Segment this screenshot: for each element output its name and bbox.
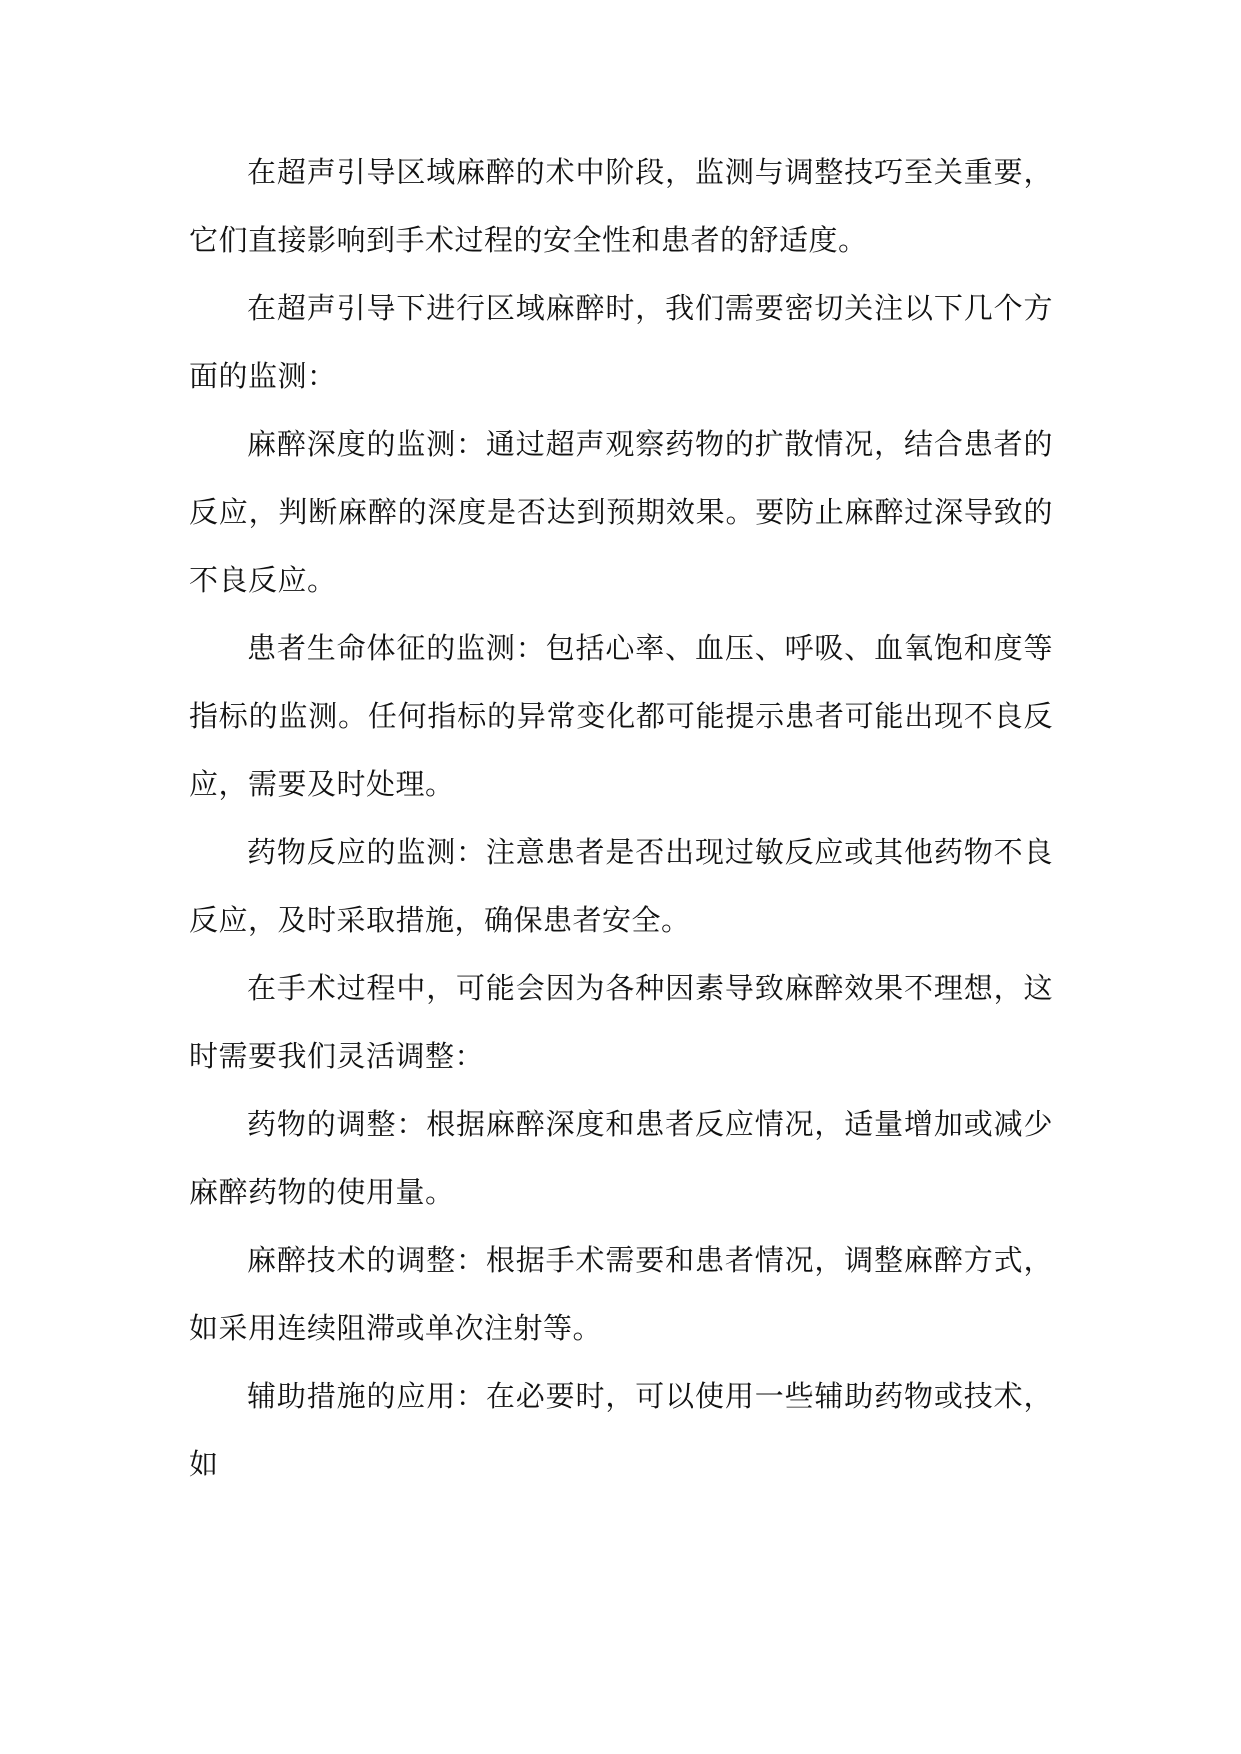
paragraph-intro: 在超声引导区域麻醉的术中阶段，监测与调整技巧至关重要，它们直接影响到手术过程的安全性和患者的舒适度。	[189, 155, 1053, 257]
paragraph-auxiliary-measures: 辅助措施的应用：在必要时，可以使用一些辅助药物或技术，如	[189, 1379, 1053, 1481]
document-body	[189, 138, 1053, 1498]
paragraph-drug-reaction: 药物反应的监测：注意患者是否出现过敏反应或其他药物不良反应，及时采取措施，确保患者安全。	[189, 835, 1053, 937]
paragraph-technique-adjustment: 麻醉技术的调整：根据手术需要和患者情况，调整麻醉方式，如采用连续阻滞或单次注射等。	[189, 1243, 1053, 1345]
paragraph-monitoring-intro: 在超声引导下进行区域麻醉时，我们需要密切关注以下几个方面的监测：	[189, 291, 1053, 393]
paragraph-vital-signs: 患者生命体征的监测：包括心率、血压、呼吸、血氧饱和度等指标的监测。任何指标的异常变化都可能提示患者可能出现不良反应，需要及时处理。	[189, 631, 1053, 801]
paragraph-adjustment-intro: 在手术过程中，可能会因为各种因素导致麻醉效果不理想，这时需要我们灵活调整：	[189, 971, 1053, 1073]
paragraph-drug-adjustment: 药物的调整：根据麻醉深度和患者反应情况，适量增加或减少麻醉药物的使用量。	[189, 1107, 1053, 1209]
paragraph-anesthesia-depth: 麻醉深度的监测：通过超声观察药物的扩散情况，结合患者的反应，判断麻醉的深度是否达到预期效果。要防止麻醉过深导致的不良反应。	[189, 427, 1053, 597]
